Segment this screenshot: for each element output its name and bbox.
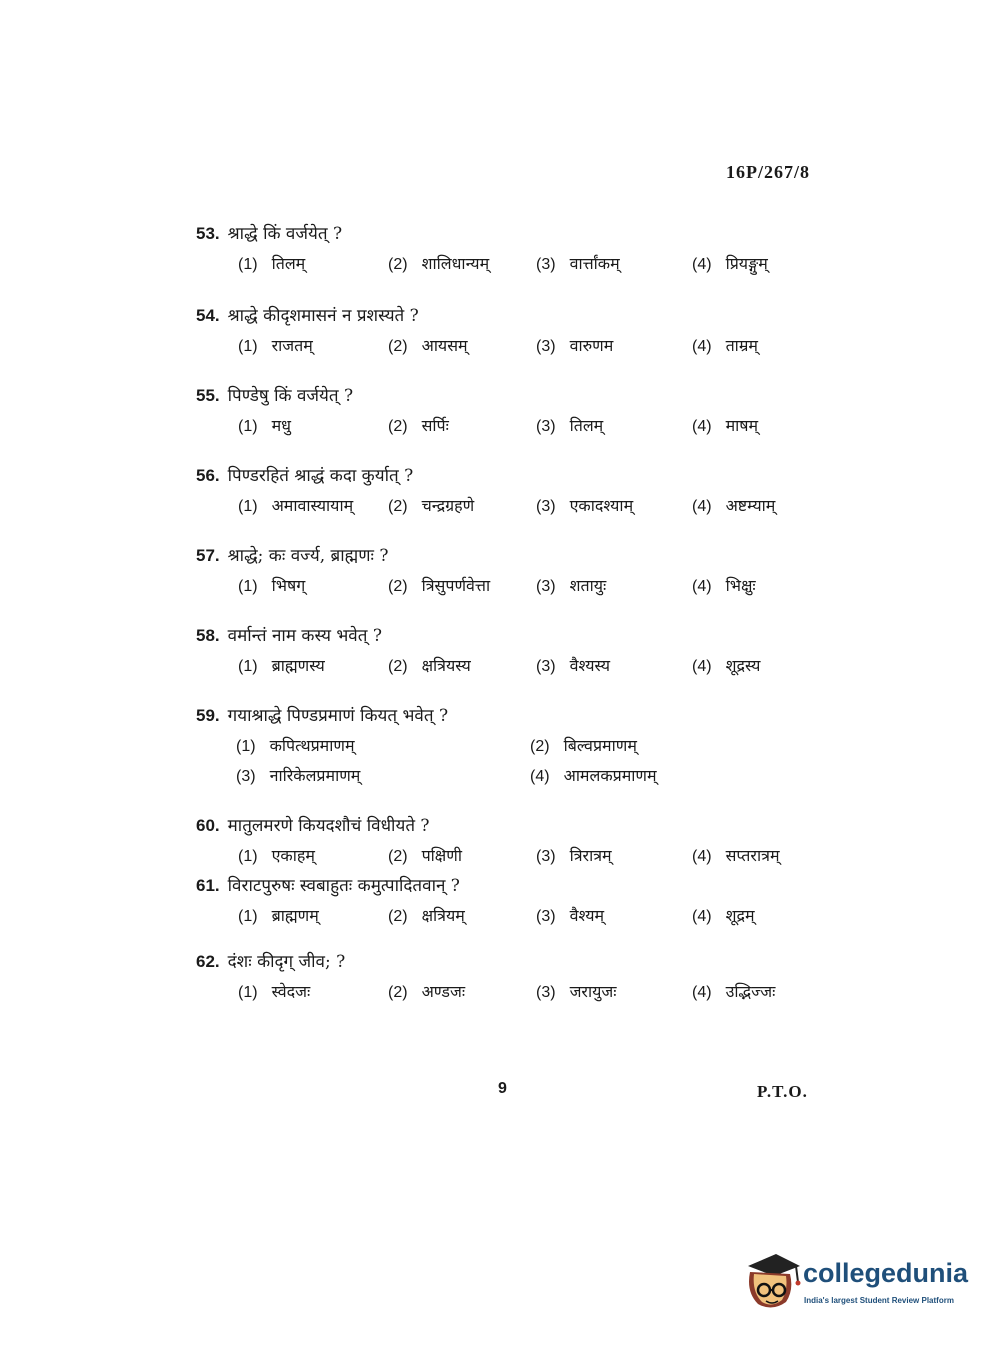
options [196, 574, 836, 604]
option-4: (4) ताम्रम् [692, 336, 758, 355]
question-55 [196, 384, 836, 444]
option-1: (1) ब्राह्मणम् [238, 906, 319, 925]
options [196, 844, 836, 874]
option-1: (1) मधु [238, 416, 291, 435]
options [196, 654, 836, 684]
option-4: (4) शूद्रस्य [692, 656, 761, 675]
question-text: गयाश्राद्धे पिण्डप्रमाणं कियत् भवेत् ? [227, 706, 449, 726]
options [196, 980, 836, 1010]
option-2: (2) आयसम् [388, 336, 468, 355]
page-number: 9 [498, 1080, 507, 1097]
question-text: दंशः कीदृग् जीव; ? [227, 952, 346, 972]
logo-tagline: India's largest Student Review Platform [804, 1296, 954, 1305]
question-61 [196, 874, 836, 934]
option-2: (2) पक्षिणी [388, 846, 462, 865]
question-text: श्राद्धे किं वर्जयेत् ? [227, 224, 343, 244]
question-number: 56. [196, 466, 220, 485]
option-2: (2) शालिधान्यम् [388, 254, 490, 273]
option-3: (3) एकादश्याम् [536, 496, 634, 515]
question-text: श्राद्धे; कः वर्ज्य, ब्राह्मणः ? [227, 546, 389, 566]
option-3: (3) जरायुजः [536, 982, 617, 1001]
question-text: पिण्डरहितं श्राद्धं कदा कुर्यात् ? [227, 466, 414, 486]
question-60 [196, 814, 836, 874]
student-mascot-icon [742, 1252, 802, 1314]
option-4: (4) आमलकप्रमाणम् [530, 766, 657, 785]
question-number: 57. [196, 546, 220, 565]
option-4: (4) सप्तरात्रम् [692, 846, 780, 865]
options [196, 414, 836, 444]
option-3: (3) शतायुः [536, 576, 607, 595]
option-4: (4) अष्टम्याम् [692, 496, 776, 515]
question-62 [196, 950, 836, 1010]
question-number: 58. [196, 626, 220, 645]
paper-code: 16P/267/8 [726, 162, 810, 182]
question-number: 62. [196, 952, 220, 971]
question-59 [196, 704, 836, 794]
options [196, 252, 836, 282]
question-54 [196, 304, 836, 364]
option-2: (2) क्षत्रियम् [388, 906, 465, 925]
question-number: 55. [196, 386, 220, 405]
question-text: वर्मान्तं नाम कस्य भवेत् ? [227, 626, 382, 646]
question-number: 53. [196, 224, 220, 243]
option-3: (3) वैश्यस्य [536, 656, 611, 675]
question-56 [196, 464, 836, 524]
option-4: (4) भिक्षुः [692, 576, 756, 595]
option-3: (3) त्रिरात्रम् [536, 846, 612, 865]
option-1: (1) भिषग् [238, 576, 306, 595]
option-1: (1) एकाहम् [238, 846, 315, 865]
question-number: 61. [196, 876, 220, 895]
option-2: (2) अण्डजः [388, 982, 466, 1001]
option-3: (3) वारुणम [536, 336, 614, 355]
option-1: (1) कपित्थप्रमाणम् [236, 736, 355, 755]
options [196, 764, 836, 794]
options [196, 904, 836, 934]
question-58 [196, 624, 836, 684]
option-4: (4) शूद्रम् [692, 906, 755, 925]
option-2: (2) क्षत्रियस्य [388, 656, 471, 675]
option-3: (3) तिलम् [536, 416, 604, 435]
option-4: (4) प्रियङ्गुम् [692, 254, 768, 273]
option-4: (4) माषम् [692, 416, 759, 435]
question-number: 59. [196, 706, 220, 725]
option-3: (3) वार्त्तांकम् [536, 254, 620, 273]
option-1: (1) राजतम् [238, 336, 313, 355]
options [196, 734, 836, 764]
option-3: (3) नारिकेलप्रमाणम् [236, 766, 361, 785]
option-1: (1) तिलम् [238, 254, 306, 273]
options [196, 494, 836, 524]
question-text: पिण्डेषु किं वर्जयेत् ? [227, 386, 354, 406]
question-text: मातुलमरणे कियदशौचं विधीयते ? [227, 816, 430, 836]
question-text: विराटपुरुषः स्वबाहुतः कमुत्पादितवान् ? [227, 876, 460, 896]
question-number: 60. [196, 816, 220, 835]
option-2: (2) बिल्वप्रमाणम् [530, 736, 637, 755]
question-53 [196, 222, 836, 282]
option-2: (2) सर्पिः [388, 416, 449, 435]
logo-wordmark: collegedunia [803, 1258, 969, 1288]
option-1: (1) स्वेदजः [238, 982, 311, 1001]
option-2: (2) त्रिसुपर्णवेत्ता [388, 576, 491, 595]
option-4: (4) उद्भिज्जः [692, 982, 776, 1001]
option-1: (1) अमावास्यायाम् [238, 496, 354, 515]
question-text: श्राद्धे कीदृशमासनं न प्रशस्यते ? [227, 306, 419, 326]
question-number: 54. [196, 306, 220, 325]
options [196, 334, 836, 364]
option-2: (2) चन्द्रग्रहणे [388, 496, 475, 515]
collegedunia-logo[interactable] [742, 1252, 972, 1314]
pto-label: P.T.O. [757, 1082, 808, 1101]
question-57 [196, 544, 836, 604]
option-1: (1) ब्राह्मणस्य [238, 656, 325, 675]
option-3: (3) वैश्यम् [536, 906, 605, 925]
